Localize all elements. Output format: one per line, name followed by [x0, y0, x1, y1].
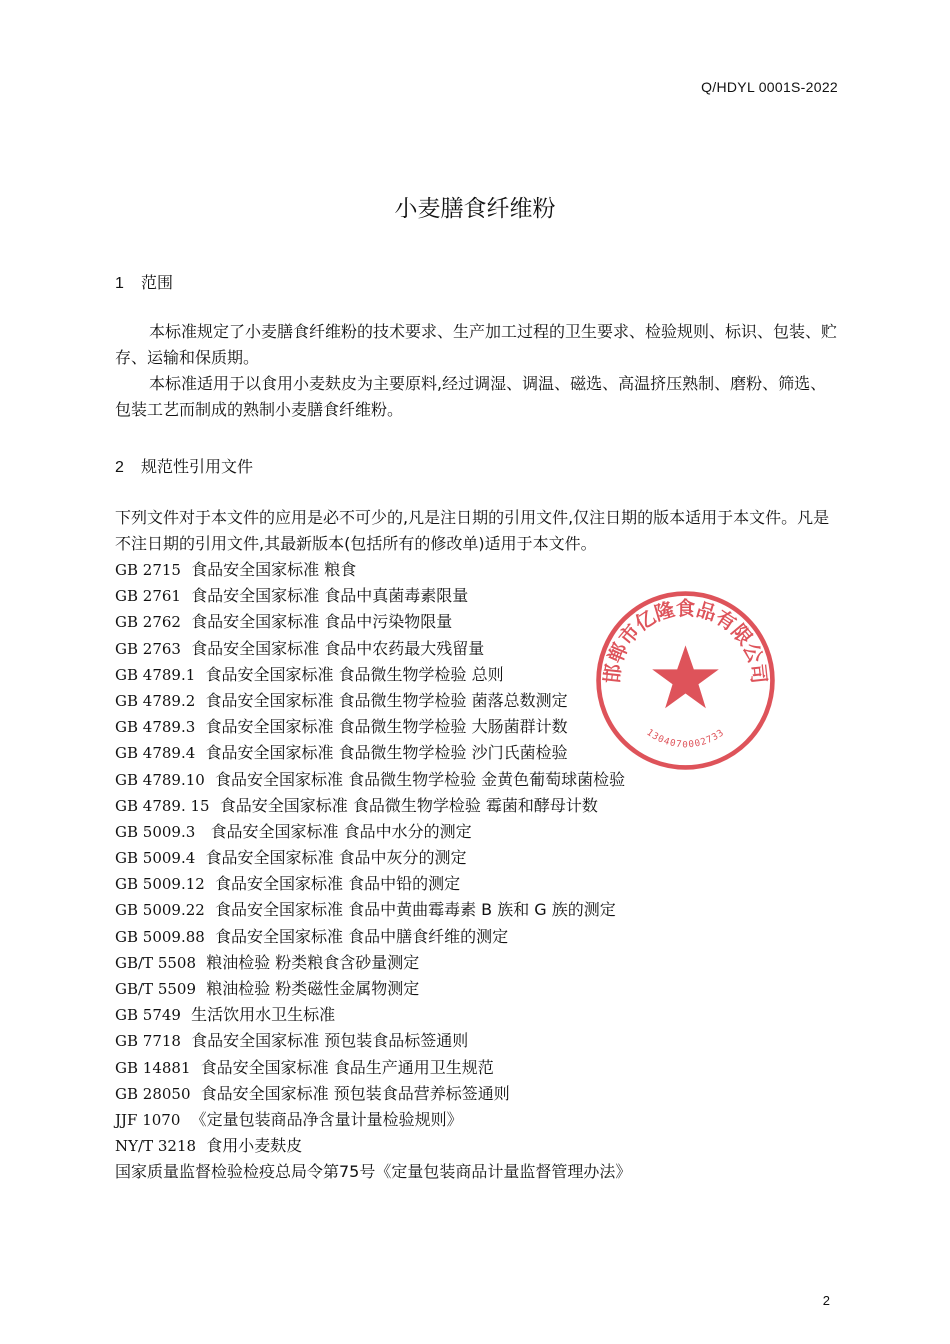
- reference-code: GB 7718: [115, 1032, 181, 1051]
- seal-text: 邯郸市亿隆食品有限公司: [600, 596, 771, 685]
- reference-code: GB 5009.3: [115, 822, 196, 841]
- reference-code: GB 28050: [115, 1084, 191, 1103]
- reference-item: [115, 976, 835, 1002]
- seal-code: 1304070002733: [644, 727, 727, 751]
- reference-code: GB 2762: [115, 613, 181, 632]
- scope-paragraph-2: 本标准适用于以食用小麦麸皮为主要原料,经过调湿、调温、磁选、高温挤压熟制、磨粉、筛选、包装工艺而制成的熟制小麦膳食纤维粉。: [115, 374, 827, 419]
- reference-code: GB 2763: [115, 639, 181, 658]
- reference-title: 食品安全国家标准 食品生产通用卫生规范: [200, 1057, 494, 1077]
- section-1-heading: [115, 270, 173, 293]
- reference-code: NY/T 3218: [115, 1137, 197, 1156]
- reference-item: [115, 557, 835, 583]
- reference-title: 食品安全国家标准 食品中水分的测定: [205, 821, 472, 841]
- reference-code: GB 4789.4: [115, 744, 196, 763]
- reference-title: 食品安全国家标准 食品中农药最大残留量: [191, 638, 485, 658]
- reference-title: 生活饮用水卫生标准: [191, 1005, 336, 1025]
- reference-item: [115, 819, 835, 845]
- reference-code: GB/T 5509: [115, 980, 197, 998]
- reference-title: 食品安全国家标准 食品中灰分的测定: [205, 848, 467, 868]
- reference-code: GB 4789.10: [115, 770, 205, 789]
- section-2-heading: [115, 454, 253, 477]
- document-id: Q/HDYL 0001S-2022: [701, 79, 838, 95]
- reference-title: 国家质量监督检验检疫总局令第75号《定量包装商品计量监督管理办法》: [115, 1162, 632, 1182]
- reference-code: GB 5749: [115, 1006, 181, 1025]
- reference-code: GB 5009.4: [115, 849, 196, 868]
- reference-code: GB/T 5508: [115, 953, 197, 972]
- reference-item: [115, 1133, 835, 1159]
- reference-item: [115, 1107, 835, 1133]
- section-title: 规范性引用文件: [141, 457, 254, 476]
- reference-code: GB 4789.1: [115, 665, 196, 684]
- reference-title: 食品安全国家标准 食品中膳食纤维的测定: [214, 926, 509, 946]
- reference-code: GB 4789. 15: [115, 796, 210, 815]
- reference-item: [115, 1159, 835, 1185]
- reference-item: [115, 1002, 835, 1028]
- reference-title: 食品安全国家标准 食品中黄曲霉毒素 B 族和 G 族的测定: [214, 900, 616, 920]
- reference-title: 粮油检验 粉类磁性金属物测定: [206, 979, 420, 998]
- reference-item: [115, 1055, 835, 1081]
- company-seal: [593, 588, 778, 773]
- reference-item: [115, 845, 835, 871]
- reference-code: GB 2761: [115, 587, 181, 606]
- reference-title: 食品安全国家标准 食品中铅的测定: [214, 874, 461, 894]
- reference-title: 食品安全国家标准 食品微生物学检验 霉菌和酵母计数: [219, 795, 598, 815]
- page-title: 小麦膳食纤维粉: [394, 196, 556, 222]
- reference-item: [115, 871, 835, 897]
- reference-title: 粮油检验 粉类粮食含砂量测定: [206, 952, 420, 972]
- reference-code: GB 4789.2: [115, 691, 196, 710]
- reference-title: 食品安全国家标准 食品微生物学检验 总则: [205, 664, 504, 684]
- reference-title: 食品安全国家标准 食品中污染物限量: [191, 612, 453, 632]
- reference-title: 食品安全国家标准 粮食: [191, 560, 357, 579]
- reference-title: 食用小麦麸皮: [206, 1136, 303, 1156]
- section-number: 1: [115, 275, 124, 292]
- reference-title: 食品安全国家标准 预包装食品营养标签通则: [200, 1083, 510, 1103]
- page-number: 2: [822, 1293, 830, 1308]
- reference-title: 食品安全国家标准 预包装食品标签通则: [191, 1031, 469, 1051]
- reference-title: 食品安全国家标准 食品微生物学检验 沙门氏菌检验: [205, 743, 568, 763]
- reference-title: 食品安全国家标准 食品微生物学检验 金黄色葡萄球菌检验: [214, 769, 626, 789]
- reference-title: 食品安全国家标准 食品微生物学检验 菌落总数测定: [205, 690, 568, 710]
- reference-code: GB 5009.88: [115, 927, 205, 946]
- reference-code: GB 5009.12: [115, 875, 205, 894]
- reference-item: [115, 1028, 835, 1054]
- reference-item: [115, 897, 835, 923]
- svg-text:1304070002733: [644, 727, 726, 750]
- reference-title: 食品安全国家标准 食品微生物学检验 大肠菌群计数: [205, 717, 568, 737]
- reference-item: [115, 950, 835, 976]
- section-title: 范围: [141, 273, 174, 292]
- reference-item: [115, 924, 835, 950]
- reference-item: [115, 793, 835, 819]
- reference-code: GB 5009.22: [115, 901, 205, 920]
- reference-item: [115, 1081, 835, 1107]
- references-intro: 下列文件对于本文件的应用是必不可少的,凡是注日期的引用文件,仅注日期的版本适用于本文件。凡是不注日期的引用文件,其最新版本(包括所有的修改单)适用于本文件。: [115, 508, 830, 553]
- reference-title: 《定量包装商品净含量计量检验规则》: [190, 1109, 463, 1129]
- scope-paragraph-1: 本标准规定了小麦膳食纤维粉的技术要求、生产加工过程的卫生要求、检验规则、标识、包装、贮存、运输和保质期。: [115, 322, 838, 367]
- reference-code: GB 2715: [115, 561, 181, 579]
- reference-code: GB 4789.3: [115, 718, 196, 737]
- reference-code: GB 14881: [115, 1058, 191, 1077]
- reference-code: JJF 1070: [115, 1110, 181, 1129]
- section-number: 2: [115, 459, 124, 476]
- reference-title: 食品安全国家标准 食品中真菌毒素限量: [191, 586, 469, 606]
- seal-star-icon: [652, 645, 719, 708]
